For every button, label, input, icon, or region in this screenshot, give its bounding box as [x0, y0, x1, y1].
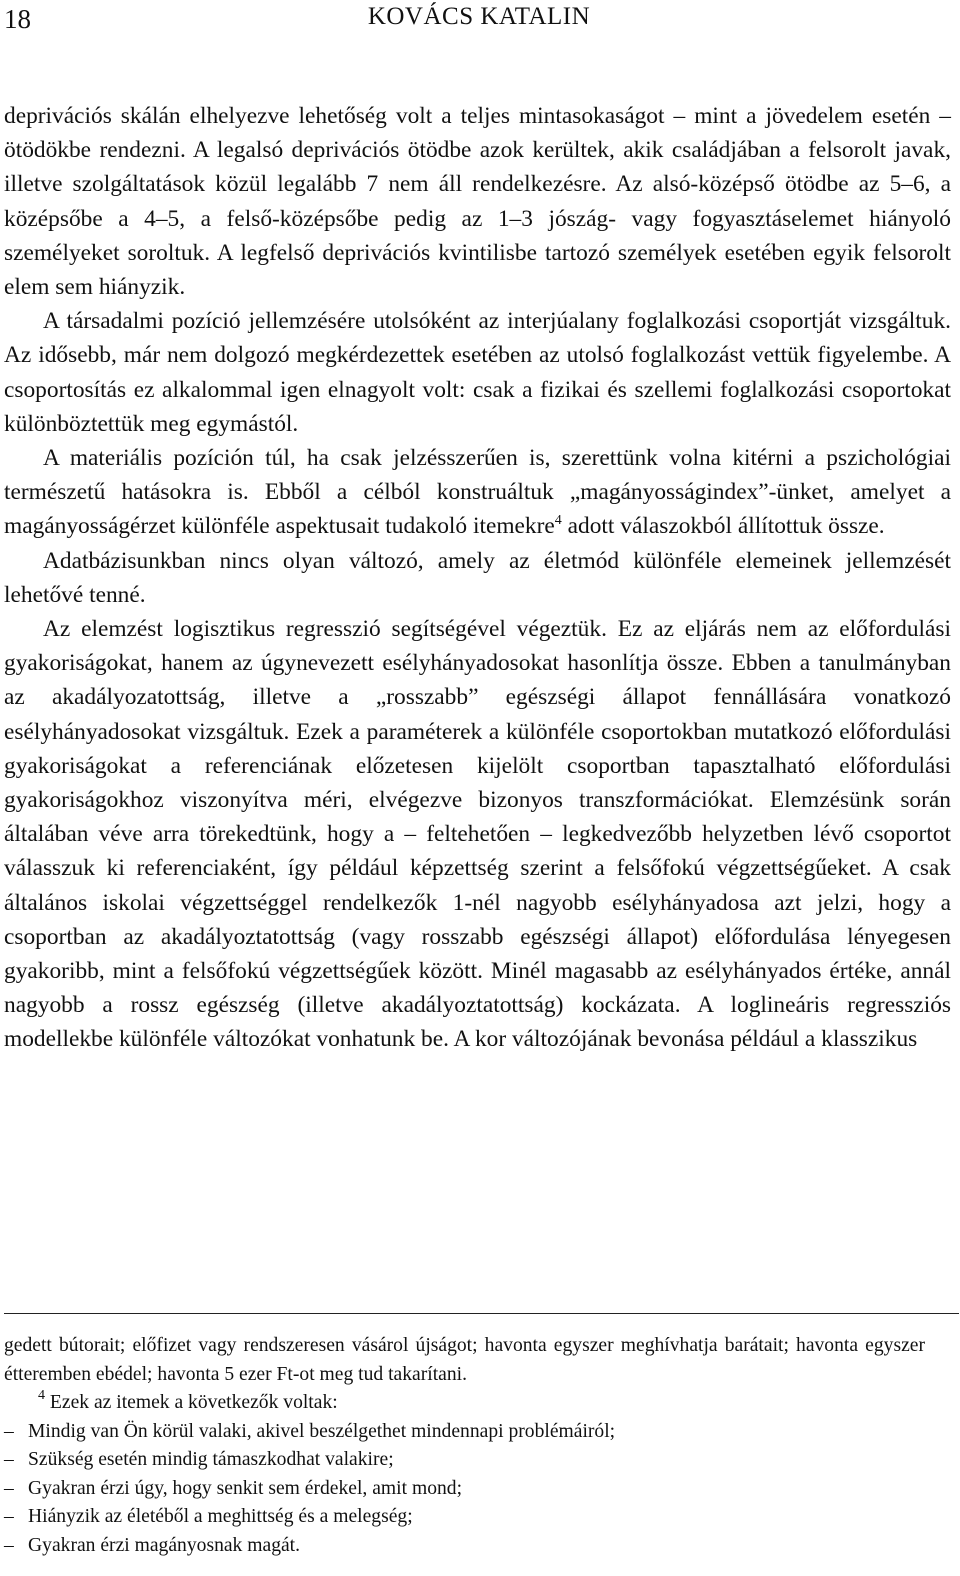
paragraph-text: adott válaszokból állítottuk össze. — [561, 513, 885, 540]
footnote-item — [4, 1418, 925, 1447]
body-paragraph — [4, 99, 951, 304]
body-paragraph — [4, 612, 951, 1057]
footnote-4 — [4, 1389, 925, 1418]
footnote-item — [4, 1532, 925, 1561]
footnote-item-list — [4, 1418, 925, 1561]
dash-bullet: – — [4, 1477, 14, 1499]
footnote-reference: 4 — [554, 513, 562, 529]
footnote-item — [4, 1446, 925, 1475]
footnote-marker: 4 — [38, 1388, 45, 1403]
running-head: KOVÁCS KATALIN — [367, 3, 591, 30]
body-paragraph — [4, 544, 951, 612]
body-text — [4, 99, 951, 1057]
dash-bullet: – — [4, 1506, 14, 1527]
footnote-intro-text: Ezek az itemek a következők voltak: — [45, 1392, 338, 1413]
footnote-item-text: Szükség esetén mindig támaszkodhat valakire; — [28, 1449, 394, 1470]
footnote-item — [4, 1503, 925, 1532]
paragraph-text: Adatbázisunkban nincs olyan változó, amely az életmód különféle elemeinek jellemzését lehetővé tenné. — [4, 547, 951, 608]
footnote-item-text: Gyakran érzi magányosnak magát. — [28, 1534, 301, 1556]
dash-bullet: – — [4, 1534, 14, 1556]
dash-bullet: – — [4, 1449, 14, 1470]
paragraph-text: A társadalmi pozíció jellemzésére utolsóként az interjúalany foglalkozási csoportját vizsgáltuk. Az idősebb, már nem dolgozó megkérdezettek esetében az utolsó foglalkozást vettük figyelembe. A csoportosítás ez alkalommal igen elnagyolt volt: csak a fizikai és szellemi foglalkozási csoportokat különböztettük meg egymástól. — [4, 308, 951, 437]
paragraph-text: A materiális pozíción túl, ha csak jelzésszerűen is, szerettünk volna kitérni a pszichológiai természetű hatásokra is. Ebből a célból konstruáltuk „magányosságindex”-ünket, amelyet a magányosságérzet különféle aspektusait tudakoló itemekre — [4, 445, 951, 540]
footnote-item-text: Mindig van Ön körül valaki, akivel beszélgethet mindennapi problémáiról; — [28, 1420, 616, 1442]
dash-bullet: – — [4, 1420, 14, 1442]
paragraph-text: deprivációs skálán elhelyezve lehetőség volt a teljes mintasokaságot – mint a jövedelem esetén – ötödökbe rendezni. A legalsó deprivációs ötödbe azok kerültek, akik családjában a felsorolt javak, illetve szolgáltatások közül legalább 7 nem áll rendelkezésre. Az alsó-középső ötödbe az 5–6, a középsőbe a 4–5, a felső-középsőbe pedig az 1–3 jószág- vagy fogyasztáselemet hiányoló személyeket soroltuk. A legfelső deprivációs kvintilisbe tartozó személyek esetében egyik felsorolt elem sem hiányzik. — [4, 103, 951, 301]
footnote-item-text: Gyakran érzi úgy, hogy senkit sem érdekel, amit mond; — [28, 1477, 463, 1499]
paragraph-text: Az elemzést logisztikus regresszió segítségével végeztük. Ez az eljárás nem az előfordulási gyakoriságokat, hanem az úgynevezett esélyhányadosokat hasonlítja össze. Ebben a tanulmányban az akadályozatottság, illetve a „rosszabb” egészségi állapot fennállására vonatkozó esélyhányadosokat vizsgáltuk. Ezek a paraméterek a különféle csoportokban mutatkozó előfordulási gyakoriságokat a referenciának előzetesen kijelölt csoportban tapasztalható előfordulási gyakoriságokhoz viszonyítva méri, elvégezve bizonyos transzformációkat. Elemzésünk során általában véve arra törekedtünk, hogy a – feltehetően – legkedvezőbb helyzetben lévő csoportot válasszuk ki referenciaként, így például képzettség szerint a felsőfokú végzettségűeket. A csak általános iskolai végzettséggel rendelkezők 1-nél nagyobb esélyhányadosa azt jelzi, hogy a csoportban az akadályoztatottság (vagy rosszabb egészségi állapot) előfordulása lényegesen gyakoribb, mint a felsőfokú végzettségűek között. Minél magasabb az esélyhányados értéke, annál nagyobb a rossz egészség (illetve akadályoztatottság) kockázata. A loglineáris regressziós modellekbe különféle változókat vonhatunk be. A kor változójának bevonása például a klasszikus — [4, 616, 951, 1053]
page-header — [4, 0, 954, 40]
footnote-item-text: Hiányzik az életéből a meghittség és a melegség; — [28, 1506, 413, 1527]
footnote-item — [4, 1475, 925, 1504]
body-paragraph — [4, 441, 951, 544]
footnote-continued: gedett bútorait; előfizet vagy rendszeresen vásárol újságot; havonta egyszer meghívhatja barátait; havonta egyszer étteremben ebédel; havonta 5 ezer Ft-ot meg tud takarítani. — [4, 1335, 925, 1385]
body-paragraph — [4, 304, 951, 441]
footnote-separator — [4, 1313, 959, 1314]
footnotes — [4, 1332, 925, 1560]
page-number: 18 — [4, 4, 31, 34]
